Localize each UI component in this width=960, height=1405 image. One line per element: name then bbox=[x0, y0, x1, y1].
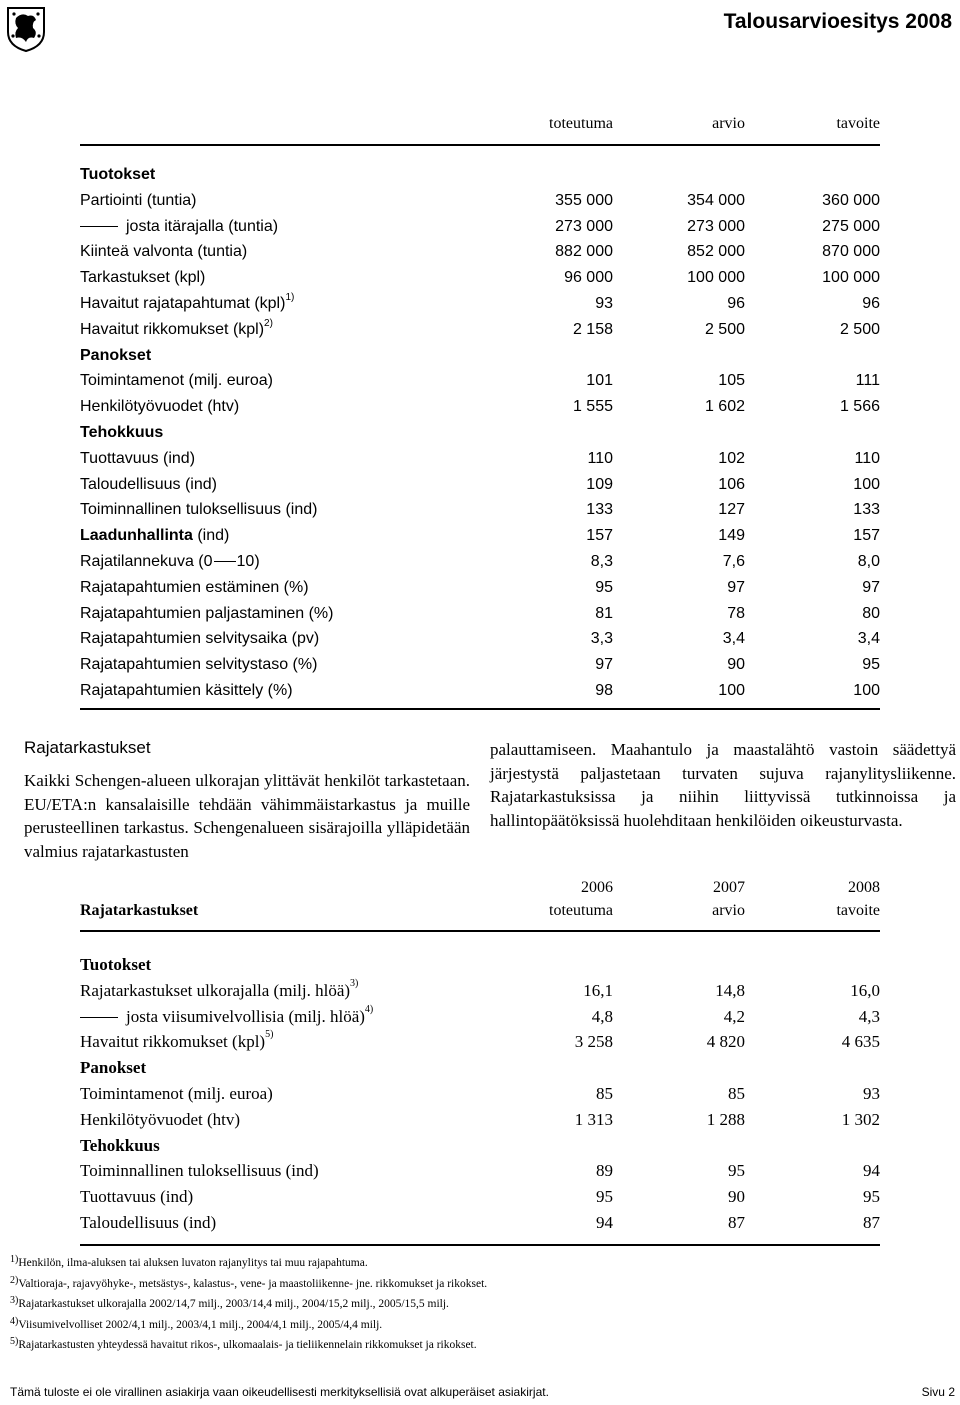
footnote-number: 5) bbox=[10, 1336, 19, 1347]
row-label-suffix: (ind) bbox=[192, 527, 230, 545]
cell-value: 97 bbox=[862, 578, 880, 596]
cell-value: 95 bbox=[595, 578, 613, 596]
cell-value: 98 bbox=[595, 682, 613, 699]
cell-value: 90 bbox=[728, 1187, 745, 1207]
cell-value: 4,3 bbox=[858, 1006, 880, 1026]
cell-value: 2 158 bbox=[572, 320, 613, 338]
table-row bbox=[80, 243, 880, 263]
cell-value: 1 566 bbox=[839, 398, 880, 416]
row-label-text: Rajatapahtumien estäminen (%) bbox=[80, 578, 309, 596]
row-label bbox=[80, 1058, 146, 1078]
table-row bbox=[80, 476, 880, 496]
row-label bbox=[80, 398, 239, 416]
cell-value: 94 bbox=[596, 1213, 613, 1232]
row-label bbox=[80, 527, 229, 545]
row-label bbox=[80, 656, 317, 674]
table-row bbox=[80, 1003, 880, 1027]
cell-value: 127 bbox=[718, 501, 745, 519]
table-row bbox=[80, 1213, 880, 1233]
row-label bbox=[80, 347, 151, 365]
cell-value: 95 bbox=[728, 1161, 745, 1181]
section-row bbox=[80, 347, 880, 367]
cell-value: 149 bbox=[718, 527, 745, 545]
cell-value: 85 bbox=[728, 1084, 745, 1103]
footnote-text: Valtioraja-, rajavyöhyke-, metsästys-, kalastus-, vene- ja maastoliikenne- jne. rikkomukset ja rikokset. bbox=[18, 1277, 488, 1290]
table2-bottom-rule bbox=[80, 1244, 880, 1246]
footnote-ref: 4) bbox=[364, 1003, 374, 1015]
table2-col-3: tavoite bbox=[836, 902, 880, 919]
section-left-text: Kaikki Schengen-alueen ulkorajan ylittävät henkilöt tarkastetaan. EU/ETA:n kansalaisille tehdään vähimmäistarkastus ja muille perusteellinen tarkastus. Schengenalueen sisärajoilla ylläpidetään valmius rajatarkastusten bbox=[24, 771, 470, 861]
row-label-text: Partiointi (tuntia) bbox=[80, 191, 197, 209]
table-row bbox=[80, 1110, 880, 1130]
cell-value: 4 820 bbox=[706, 1032, 745, 1052]
cell-value: 3,3 bbox=[590, 630, 613, 648]
row-label bbox=[80, 424, 163, 442]
cell-value: 133 bbox=[853, 501, 880, 519]
row-label bbox=[80, 192, 197, 210]
cell-value: 133 bbox=[586, 501, 613, 519]
range-dash bbox=[214, 561, 236, 562]
table-row bbox=[80, 1161, 880, 1181]
row-label-text: Havaitut rikkomukset (kpl) bbox=[80, 1032, 266, 1052]
cell-value: 355 000 bbox=[555, 191, 613, 209]
footnote bbox=[10, 1336, 477, 1351]
cell-value: 360 000 bbox=[822, 191, 880, 209]
row-label bbox=[80, 269, 205, 287]
row-label-text: Laadunhallinta bbox=[80, 527, 193, 545]
row-label-text: Taloudellisuus (ind) bbox=[80, 1213, 217, 1232]
indent-dash bbox=[80, 226, 118, 227]
table-row bbox=[80, 579, 880, 599]
table-row bbox=[80, 977, 880, 1001]
table2-title: Rajatarkastukset bbox=[80, 902, 199, 919]
cell-value: 96 000 bbox=[564, 269, 613, 287]
table-row bbox=[80, 682, 880, 702]
section-row bbox=[80, 1058, 880, 1078]
cell-value: 14,8 bbox=[715, 980, 745, 1000]
section-row bbox=[80, 424, 880, 444]
table1-bottom-rule bbox=[80, 708, 880, 710]
cell-value: 3 258 bbox=[574, 1032, 613, 1052]
cell-value: 111 bbox=[855, 372, 880, 390]
cell-value: 100 bbox=[853, 475, 880, 493]
row-label-text: Rajatapahtumien paljastaminen (%) bbox=[80, 604, 334, 622]
row-label-text: Tuottavuus (ind) bbox=[80, 449, 196, 467]
table-row bbox=[80, 1029, 880, 1052]
row-label bbox=[80, 977, 359, 1001]
row-label bbox=[80, 501, 317, 519]
cell-value: 100 bbox=[718, 682, 745, 699]
cell-value: 87 bbox=[728, 1213, 745, 1232]
cell-value: 96 bbox=[727, 295, 745, 312]
table-row bbox=[80, 527, 880, 547]
table2-year-1: 2006 bbox=[581, 879, 613, 896]
cell-value: 4,2 bbox=[723, 1006, 745, 1026]
footnote-text: Rajatarkastukset ulkorajalla 2002/14,7 milj., 2003/14,4 milj., 2004/15,2 milj., 2005/15,5 milj. bbox=[18, 1298, 449, 1310]
cell-value: 1 555 bbox=[572, 398, 613, 416]
cell-value: 94 bbox=[863, 1161, 880, 1181]
row-label bbox=[80, 630, 319, 648]
table2-year-3: 2008 bbox=[848, 879, 880, 896]
cell-value: 87 bbox=[863, 1213, 880, 1232]
table-row bbox=[80, 192, 880, 212]
row-label-text: Tuotokset bbox=[80, 166, 156, 183]
table2-year-2: 2007 bbox=[713, 879, 745, 896]
row-label-text: josta viisumivelvollisia (milj. hlöä) bbox=[126, 1006, 365, 1026]
cell-value: 1 302 bbox=[841, 1109, 880, 1129]
cell-value: 4 635 bbox=[841, 1032, 880, 1052]
page-number: Sivu 2 bbox=[921, 1385, 955, 1399]
row-label bbox=[80, 1136, 160, 1156]
row-label-text: Rajatilannekuva (0 bbox=[80, 553, 213, 570]
row-label bbox=[80, 1110, 240, 1130]
cell-value: 4,8 bbox=[591, 1006, 613, 1026]
cell-value: 3,4 bbox=[722, 630, 745, 648]
table-row bbox=[80, 372, 880, 392]
cell-value: 110 bbox=[587, 449, 613, 467]
table-row bbox=[80, 317, 880, 341]
row-label-text: josta itärajalla (tuntia) bbox=[126, 217, 279, 235]
footnote-ref: 2) bbox=[264, 317, 273, 329]
row-label bbox=[80, 1084, 273, 1104]
cell-value: 97 bbox=[727, 578, 745, 596]
row-label bbox=[80, 1029, 274, 1052]
table-row bbox=[80, 1084, 880, 1104]
row-label-text: Rajatarkastukset ulkorajalla (milj. hlöä) bbox=[80, 980, 351, 1000]
cell-value: 870 000 bbox=[822, 243, 880, 261]
cell-value: 85 bbox=[596, 1084, 613, 1103]
table-row bbox=[80, 398, 880, 418]
row-label bbox=[80, 450, 195, 468]
row-label bbox=[80, 553, 260, 571]
cell-value: 3,4 bbox=[857, 630, 880, 648]
cell-value: 96 bbox=[862, 295, 880, 312]
section-heading: Rajatarkastukset bbox=[24, 738, 151, 757]
row-label-text: Panokset bbox=[80, 346, 152, 364]
footnote bbox=[10, 1295, 449, 1310]
table2-top-rule bbox=[80, 930, 880, 932]
cell-value: 273 000 bbox=[555, 217, 613, 235]
table-row bbox=[80, 656, 880, 676]
row-label-text: Tehokkuus bbox=[80, 424, 164, 441]
cell-value: 95 bbox=[863, 1187, 880, 1207]
cell-value: 102 bbox=[718, 449, 745, 467]
row-label-text: Tehokkuus bbox=[80, 1135, 160, 1155]
section-right-paragraph bbox=[490, 738, 956, 832]
cell-value: 1 288 bbox=[706, 1109, 745, 1129]
table-row bbox=[80, 1187, 880, 1207]
cell-value: 16,0 bbox=[850, 980, 880, 1000]
section-row bbox=[80, 955, 880, 975]
cell-value: 852 000 bbox=[687, 243, 745, 261]
table-row bbox=[80, 605, 880, 625]
cell-value: 93 bbox=[863, 1084, 880, 1103]
table-row bbox=[80, 553, 880, 573]
page-footer bbox=[10, 1385, 955, 1399]
footnote bbox=[10, 1274, 488, 1290]
cell-value: 97 bbox=[595, 656, 613, 674]
table-row bbox=[80, 630, 880, 650]
cell-value: 2 500 bbox=[839, 320, 880, 338]
footnote bbox=[10, 1254, 368, 1269]
table-row bbox=[80, 501, 880, 521]
footnote-number: 4) bbox=[10, 1315, 19, 1327]
table-row bbox=[80, 269, 880, 289]
row-label-text: Tarkastukset (kpl) bbox=[80, 269, 206, 287]
section-left-paragraph bbox=[24, 769, 470, 863]
row-label-text: Rajatapahtumien käsittely (%) bbox=[80, 682, 293, 699]
cell-value: 100 bbox=[853, 682, 880, 699]
cell-value: 16,1 bbox=[583, 980, 613, 1000]
row-label bbox=[80, 243, 247, 261]
row-label-text: Henkilötyövuodet (htv) bbox=[80, 398, 240, 416]
row-label-text: Tuotokset bbox=[80, 955, 152, 974]
table2-col-2: arvio bbox=[712, 902, 745, 919]
cell-value: 105 bbox=[718, 372, 745, 390]
row-label-text: Taloudellisuus (ind) bbox=[80, 475, 217, 493]
cell-value: 80 bbox=[862, 604, 880, 622]
cell-value: 110 bbox=[854, 449, 880, 467]
cell-value: 106 bbox=[718, 475, 745, 493]
cell-value: 7,6 bbox=[722, 553, 745, 570]
row-label-text: Rajatapahtumien selvitysaika (pv) bbox=[80, 630, 320, 648]
cell-value: 100 000 bbox=[687, 269, 745, 287]
row-label-text: Toimintamenot (milj. euroa) bbox=[80, 372, 273, 390]
row-label-text: Panokset bbox=[80, 1058, 147, 1078]
table1-col-1: toteutuma bbox=[549, 115, 613, 132]
cell-value: 109 bbox=[586, 475, 613, 493]
cell-value: 100 000 bbox=[822, 269, 880, 287]
indent-dash bbox=[80, 1017, 118, 1018]
table-row bbox=[80, 218, 880, 238]
footnote-ref: 1) bbox=[285, 292, 295, 303]
row-label-text: Havaitut rikkomukset (kpl) bbox=[80, 320, 265, 338]
row-label bbox=[80, 1187, 193, 1207]
table1-col-2: arvio bbox=[712, 115, 745, 132]
row-label bbox=[80, 579, 309, 597]
footnote-text: Henkilön, ilma-aluksen tai aluksen luvaton rajanylitys tai muu rajapahtuma. bbox=[18, 1257, 368, 1269]
cell-value: 1 313 bbox=[574, 1109, 613, 1129]
footnote-number: 1) bbox=[10, 1254, 19, 1265]
row-label-text: Kiinteä valvonta (tuntia) bbox=[80, 243, 248, 261]
cell-value: 273 000 bbox=[687, 217, 745, 235]
cell-value: 882 000 bbox=[555, 243, 613, 261]
cell-value: 93 bbox=[595, 295, 613, 312]
cell-value: 157 bbox=[586, 527, 613, 545]
cell-value: 95 bbox=[862, 656, 880, 674]
cell-value: 2 500 bbox=[704, 320, 745, 338]
footnote bbox=[10, 1315, 383, 1331]
footer-disclaimer: Tämä tuloste ei ole virallinen asiakirja vaan oikeudellisesti merkityksellisiä ovat alkuperäiset asiakirjat. bbox=[10, 1385, 549, 1399]
cell-value: 81 bbox=[595, 604, 613, 622]
row-label bbox=[80, 218, 278, 236]
section-row bbox=[80, 166, 880, 186]
table-row bbox=[80, 292, 880, 315]
cell-value: 1 602 bbox=[704, 398, 745, 416]
section-right-text: palauttamiseen. Maahantulo ja maastalähtö vastoin säädettyä järjestystä paljastetaan turvaten sujuva rajanylitysliikenne. Rajatarkastuksissa ja niihin liittyvissä tutkinnoissa ja hallintopäätöksissä huolehditaan henkilöiden oikeusturvasta. bbox=[490, 740, 956, 830]
cell-value: 8,0 bbox=[857, 553, 880, 570]
footnote-ref: 3) bbox=[350, 977, 359, 989]
row-label bbox=[80, 1161, 319, 1181]
footnote-text: Viisumivelvolliset 2002/4,1 milj., 2003/4,1 milj., 2004/4,1 milj., 2005/4,4 milj. bbox=[18, 1318, 383, 1331]
row-label bbox=[80, 682, 293, 700]
table1-col-3: tavoite bbox=[836, 115, 880, 132]
row-label-text: Toiminnallinen tuloksellisuus (ind) bbox=[80, 501, 318, 519]
footnote-text: Rajatarkastusten yhteydessä havaitut rikos-, ulkomaalais- ja tieliikennelain rikkomukset ja rikokset. bbox=[18, 1339, 477, 1351]
footnote-number: 3) bbox=[10, 1295, 19, 1306]
row-label bbox=[80, 1213, 216, 1233]
row-label bbox=[80, 166, 155, 184]
row-label bbox=[80, 955, 151, 975]
row-label bbox=[80, 605, 333, 623]
cell-value: 90 bbox=[727, 656, 745, 674]
section-row bbox=[80, 1136, 880, 1156]
row-label bbox=[80, 317, 273, 339]
coat-of-arms-logo bbox=[6, 6, 46, 52]
row-label bbox=[80, 1003, 374, 1027]
row-label-text: Toiminnallinen tuloksellisuus (ind) bbox=[80, 1161, 319, 1181]
footnote-ref: 5) bbox=[265, 1029, 274, 1041]
row-label-text: Havaitut rajatapahtumat (kpl) bbox=[80, 295, 286, 312]
cell-value: 157 bbox=[853, 527, 880, 545]
row-label bbox=[80, 292, 295, 313]
row-label-suffix: 10) bbox=[236, 553, 260, 570]
row-label-text: Rajatapahtumien selvitystaso (%) bbox=[80, 656, 318, 674]
cell-value: 95 bbox=[596, 1187, 613, 1207]
row-label bbox=[80, 372, 273, 390]
cell-value: 78 bbox=[727, 604, 745, 622]
row-label-text: Toimintamenot (milj. euroa) bbox=[80, 1084, 273, 1103]
cell-value: 275 000 bbox=[822, 217, 880, 235]
row-label-text: Tuottavuus (ind) bbox=[80, 1187, 194, 1207]
table-row bbox=[80, 450, 880, 470]
row-label bbox=[80, 476, 217, 494]
table1-top-rule bbox=[80, 144, 880, 146]
row-label-text: Henkilötyövuodet (htv) bbox=[80, 1109, 241, 1129]
cell-value: 89 bbox=[596, 1161, 613, 1181]
cell-value: 354 000 bbox=[687, 191, 745, 209]
table2-col-1: toteutuma bbox=[549, 902, 613, 919]
document-title: Talousarvioesitys 2008 bbox=[723, 10, 952, 33]
cell-value: 101 bbox=[586, 372, 613, 390]
footnote-number: 2) bbox=[10, 1274, 19, 1286]
cell-value: 8,3 bbox=[590, 553, 613, 570]
